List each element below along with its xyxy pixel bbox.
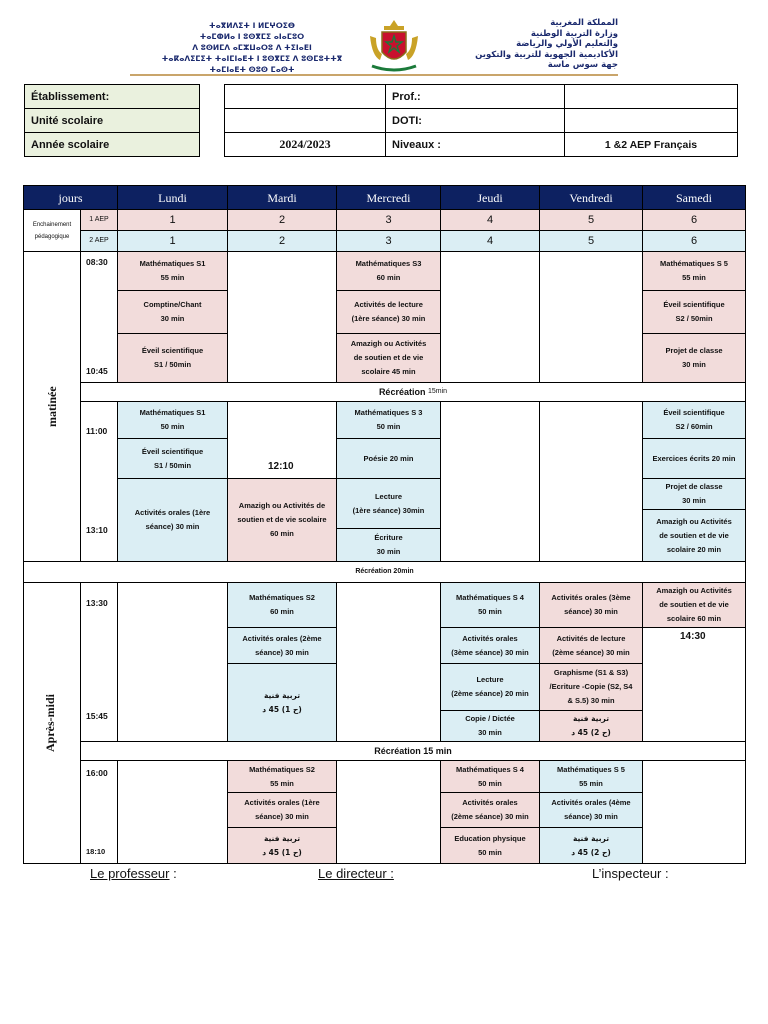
- slot-jeudi-lecture-3: Lecture (2ème séance) 20 min: [440, 663, 540, 711]
- slot-lundi-eveil-2: Éveil scientifique S1 / 50min: [117, 438, 228, 479]
- slot-jeudi-eps: Education physique 50 min: [440, 827, 540, 864]
- tifinagh-line: ⵜⴰⴽⴰⴷⵉⵎⵉⵜ ⵜⴰⵏⵎⵏⴰⴹⵜ ⵏ ⵓⵙⴳⵎⵉ ⴷ ⵓⵙⵎⵓⵜⵜⴳ: [161, 54, 343, 63]
- slot-vendredi-lecture-3: Activités de lecture (2ème séance) 30 min: [539, 627, 643, 664]
- slot-lundi-math: Mathématiques S1 55 min: [117, 251, 228, 291]
- slot-samedi-eveil-2: Éveil scientifique S2 / 60min: [642, 401, 746, 439]
- slot-lundi-oral-2: Activités orales (1ère séance) 30 min: [117, 478, 228, 562]
- doti-label: DOTI:: [386, 109, 565, 133]
- slot-mardi-math-4: Mathématiques S2 55 min: [227, 760, 337, 793]
- tifinagh-line: ⴷ ⵓⵙⵍⵎⴷ ⴰⵎⵣⵡⴰⵔⵓ ⴷ ⵜⵉⵏⴰⴹⵏ: [192, 43, 312, 52]
- slot-lundi-math-2: Mathématiques S1 50 min: [117, 401, 228, 439]
- header-vendredi: Vendredi: [539, 185, 643, 210]
- recreation-3: Récréation 15 min: [80, 741, 746, 761]
- etablissement-label: Établissement:: [25, 85, 200, 109]
- slot-mercredi-poesie: Poésie 20 min: [336, 438, 441, 479]
- slot-vendredi-graphisme: Graphisme (S1 & S3) /Ecriture -Copie (S2, S4 & S.5) 30 min: [539, 663, 643, 711]
- slot-samedi-amazigh-3: Amazigh ou Activités de soutien et de vie scolaire 60 min: [642, 582, 746, 628]
- arabic-line: وزارة التربية الوطنية: [530, 28, 618, 39]
- matinee-label: matinée: [45, 386, 59, 427]
- slot-mercredi-math: Mathématiques S3 60 min: [336, 251, 441, 291]
- slot-mardi-art-4: تربية فنية (ح 1) 45 د: [227, 827, 337, 864]
- aep2-num: 5: [539, 230, 643, 252]
- aep1-label: 1 AEP: [80, 209, 118, 231]
- slot-vendredi-oral-4: Activités orales (4ème séance) 30 min: [539, 792, 643, 828]
- aep1-num: 1: [117, 209, 228, 231]
- recreation-1-label: Récréation: [378, 387, 426, 397]
- slot-vendredi-art-4: تربية فنية (ح 2) 45 د: [539, 827, 643, 864]
- slot-jeudi-oral-4: Activités orales (2ème séance) 30 min: [440, 792, 540, 828]
- slot-mercredi-lecture-2: Lecture (1ère séance) 30min: [336, 478, 441, 529]
- signature-professeur: Le professeur :: [90, 866, 177, 881]
- aep2-num: 3: [336, 230, 441, 252]
- slot-jeudi-copie: Copie / Dictée 30 min: [440, 710, 540, 742]
- recreation-2: Récréation 20min: [23, 561, 746, 583]
- slot-lundi-comptine: Comptine/Chant 30 min: [117, 290, 228, 334]
- enchainement-label: Enchainement pédagogique: [23, 209, 81, 252]
- recreation-1-duration: 15min: [427, 388, 448, 395]
- slot-vendredi-art-3: تربية فنية (ح 2) 45 د: [539, 710, 643, 742]
- tifinagh-line: ⵜⴰⴳⵍⴷⵉⵜ ⵏ ⵍⵎⵖⵔⵉⴱ: [209, 21, 295, 30]
- arabic-line: الأكاديمية الجهوية للتربية والتكوين: [475, 49, 618, 60]
- time-label: 14:30: [680, 631, 706, 642]
- time-label: 13:30: [86, 598, 108, 608]
- slot-samedi-projet: Projet de classe 30 min: [642, 333, 746, 383]
- slot-mercredi-math-2: Mathématiques S 3 50 min: [336, 401, 441, 439]
- slot-samedi-math: Mathématiques S 5 55 min: [642, 251, 746, 291]
- aep2-label: 2 AEP: [80, 230, 118, 252]
- slot-samedi-eveil: Éveil scientifique S2 / 50min: [642, 290, 746, 334]
- time-label: 18:10: [86, 847, 106, 856]
- header-jours: jours: [23, 185, 118, 210]
- apresmidi-label: Après-midi: [43, 694, 57, 752]
- slot-mardi-oral-3: Activités orales (2ème séance) 30 min: [227, 627, 337, 664]
- aep2-num: 4: [440, 230, 540, 252]
- professeur-label: Le professeur: [90, 866, 170, 881]
- aep1-num: 3: [336, 209, 441, 231]
- signature-inspecteur: L’inspecteur :: [592, 866, 669, 881]
- tifinagh-line: ⵜⴰⵎⵀⵍⴰ ⵏ ⵓⵙⴳⵎⵉ ⴰⵏⴰⵎⵓⵔ: [199, 32, 305, 41]
- arabic-line: المملكة المغربية: [550, 18, 618, 28]
- arabic-line: جهة سوس ماسة: [547, 60, 618, 70]
- header-mercredi: Mercredi: [336, 185, 441, 210]
- time-label: 11:00: [86, 426, 108, 436]
- time-label: 08:30: [86, 257, 108, 267]
- signature-directeur: [318, 866, 394, 881]
- slot-samedi-amazigh-2: Amazigh ou Activités de soutien et de vie scolaire 20 min: [642, 509, 746, 562]
- aep2-num: 2: [227, 230, 337, 252]
- time-label: 16:00: [86, 768, 108, 778]
- niveaux-label: Niveaux :: [386, 133, 565, 157]
- slot-vendredi-oral-3: Activités orales (3ème séance) 30 min: [539, 582, 643, 628]
- slot-samedi-projet-2: Projet de classe 30 min: [642, 478, 746, 510]
- directeur-label: Le directeur :: [318, 866, 394, 881]
- annee-value: 2024/2023: [225, 133, 386, 157]
- slot-mardi-oral-4: Activités orales (1ère séance) 30 min: [227, 792, 337, 828]
- slot-jeudi-math-4: Mathématiques S 4 50 min: [440, 760, 540, 793]
- slot-mardi-art-3: تربية فنية (ح 1) 45 د: [227, 663, 337, 742]
- slot-jeudi-math-3: Mathématiques S 4 50 min: [440, 582, 540, 628]
- aep1-num: 2: [227, 209, 337, 231]
- tifinagh-line: ⵜⴰⵎⵏⴰⴹⵜ ⵙⵓⵙ ⵎⴰⵙⵜ: [209, 65, 295, 74]
- time-label: 15:45: [86, 711, 108, 721]
- aep1-num: 5: [539, 209, 643, 231]
- aep1-num: 4: [440, 209, 540, 231]
- slot-samedi-exercices: Exercices écrits 20 min: [642, 438, 746, 479]
- slot-mercredi-amazigh: Amazigh ou Activités de soutien et de vie scolaire 45 min: [336, 333, 441, 383]
- aep2-num: 1: [117, 230, 228, 252]
- recreation-1: [80, 382, 746, 402]
- slot-jeudi-oral-3: Activités orales (3ème séance) 30 min: [440, 627, 540, 664]
- header-lundi: Lundi: [117, 185, 228, 210]
- aep2-num: 6: [642, 230, 746, 252]
- slot-mercredi-ecriture: Écriture 30 min: [336, 528, 441, 562]
- time-label: 12:10: [268, 461, 294, 472]
- aep1-num: 6: [642, 209, 746, 231]
- annee-label: Année scolaire: [25, 133, 200, 157]
- time-label: 13:10: [86, 525, 108, 535]
- time-label: 10:45: [86, 366, 108, 376]
- slot-vendredi-math-4: Mathématiques S 5 55 min: [539, 760, 643, 793]
- arabic-line: والتعليم الأولي والرياضة: [516, 39, 618, 49]
- niveaux-value: 1 &2 AEP Français: [565, 133, 738, 157]
- header-jeudi: Jeudi: [440, 185, 540, 210]
- unite-label: Unité scolaire: [25, 109, 200, 133]
- slot-mardi-amazigh-2: Amazigh ou Activités de soutien et de vie scolaire 60 min: [227, 478, 337, 562]
- slot-mardi-math-3: Mathématiques S2 60 min: [227, 582, 337, 628]
- header-mardi: Mardi: [227, 185, 337, 210]
- header-samedi: Samedi: [642, 185, 746, 210]
- prof-label: Prof.:: [386, 85, 565, 109]
- slot-mercredi-lecture: Activités de lecture (1ère séance) 30 min: [336, 290, 441, 334]
- slot-lundi-eveil: Éveil scientifique S1 / 50min: [117, 333, 228, 383]
